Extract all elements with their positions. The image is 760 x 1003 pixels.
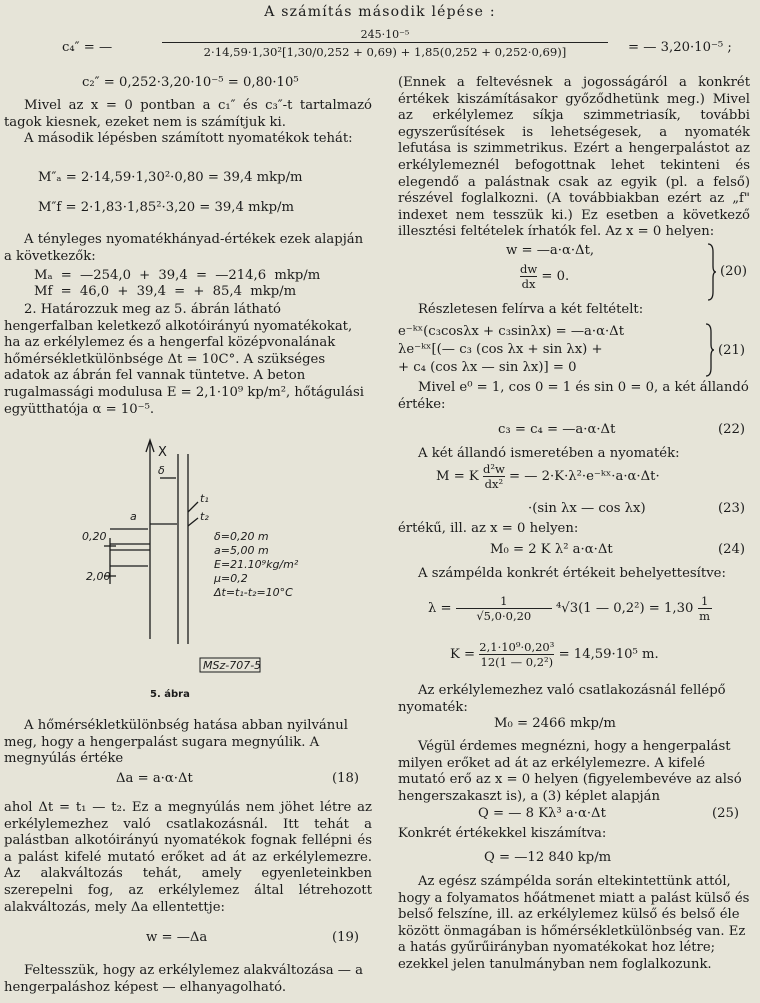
equation-c4-lhs: c₄″ = — xyxy=(62,40,113,55)
figure-dim-020: 0,20 xyxy=(82,530,107,543)
figure-param-2: E=21.10⁹kg/m² xyxy=(214,558,299,571)
right-paragraph-2: Részletesen felírva a két feltételt: xyxy=(418,302,644,317)
left-paragraph-3: A tényleges nyomatékhányad-értékek ezek alapján a következők: xyxy=(4,232,364,264)
right-paragraph-9: Konkrét értékekkel kiszámítva: xyxy=(398,826,607,841)
equation-25: Q = — 8 Kλ³ a·α·Δt xyxy=(478,806,606,821)
equation-lambda-unit-den: m xyxy=(699,609,711,623)
equation-18-number: (18) xyxy=(332,771,360,786)
equation-18: Δa = a·α·Δt xyxy=(116,771,193,786)
equation-c4-numerator: 245·10⁻⁵ xyxy=(360,28,410,41)
section-title: A számítás második lépése : xyxy=(264,4,496,20)
equation-20b-numerator: dw xyxy=(520,262,538,276)
equation-21a: e⁻ᵏˣ(c₃cosλx + c₃sinλx) = —a·α·Δt xyxy=(398,324,624,339)
equation-k-numerator: 2,1·10⁹·0,20³ xyxy=(479,640,555,654)
figure-axis-label: X xyxy=(158,445,167,460)
right-paragraph-1: (Ennek a feltevésnek a jogosságáról a konkrét értékek kiszámításakor győződhetünk meg.) Mivel az erkélylemez síkja szimmetriasík, további egyszerűsítések is lehetségesek, a nyomaték lefutása is szimmetrikus. Ezért a hengerpalástot az erkélylemeznél befogottnak lehet tekinteni és elegendő a palástnak csak az egyik (pl. a felső) részével foglalkozni. (A továbbiakban ezért az „f" indexet nem tesszük ki.) Ez esetben a következő illesztési feltételek írhatók fel. Az x = 0 helyen: xyxy=(398,75,750,240)
figure-param-3: μ=0,2 xyxy=(214,572,248,585)
equation-lambda-lhs: λ = xyxy=(428,601,452,616)
equation-c4 xyxy=(62,28,758,70)
figure-5 xyxy=(60,434,330,704)
equation-21b: λe⁻ᵏˣ[(— c₃ (cos λx + sin λx) + xyxy=(398,342,603,357)
equation-mf-second: M″f = 2·1,83·1,85²·3,20 = 39,4 mkp/m xyxy=(38,200,294,215)
left-paragraph-7: Feltesszük, hogy az erkélylemez alakváltozása — a hengerpaláshoz képest — elhanyagolható. xyxy=(4,963,364,995)
right-paragraph-10: Az egész számpélda során eltekintettünk attól, hogy a folyamatos hőátmenet miatt a palást külső és belső felszíne, ill. az erkélylemez külső és belső éle között önmagában is hőmérsékletkülönbség van. Ez a hatás gyűrűirányban nyomatékokat hoz létre; ezekkel jelen tanulmányban nem foglalkozunk. xyxy=(398,874,750,972)
equation-25-number: (25) xyxy=(712,806,740,821)
equation-24: M₀ = 2 K λ² a·α·Δt xyxy=(490,542,613,557)
equation-23-rhs: = — 2·K·λ²·e⁻ᵏˣ·a·α·Δt· xyxy=(509,469,660,484)
equation-c4-fraction xyxy=(162,28,608,60)
equation-k xyxy=(450,640,659,669)
figure-t1-leader xyxy=(188,502,198,512)
equation-lambda-denominator: √5,0·0,20 xyxy=(456,608,552,623)
equation-20b-denominator: dx xyxy=(521,277,536,291)
equation-lambda-unit-num: 1 xyxy=(700,594,709,608)
equation-k-lhs: K = xyxy=(450,647,476,662)
figure-drawing xyxy=(60,434,330,684)
equation-20b-rhs: = 0. xyxy=(541,269,570,284)
equation-19: w = —Δa xyxy=(146,930,208,945)
equation-19-number: (19) xyxy=(332,930,360,945)
equation-21-number: (21) xyxy=(718,343,746,358)
figure-param-0: δ=0,20 m xyxy=(214,530,269,543)
equation-20-brace xyxy=(706,242,716,302)
equation-k-denominator: 12(1 — 0,2²) xyxy=(480,655,554,669)
figure-param-1: a=5,00 m xyxy=(214,544,269,557)
equation-ma-result: Mₐ = —254,0 + 39,4 = —214,6 mkp/m xyxy=(34,268,321,283)
equation-20-number: (20) xyxy=(720,264,748,279)
equation-lambda-root: ⁴√3(1 — 0,2²) = 1,30 xyxy=(556,601,694,616)
right-paragraph-4: A két állandó ismeretében a nyomaték: xyxy=(418,446,680,461)
equation-23-continuation: ·(sin λx — cos λx) xyxy=(528,501,646,516)
figure-caption: 5. ábra xyxy=(150,689,190,700)
equation-23-numerator: d²w xyxy=(483,462,505,476)
equation-c4-denominator: 2·14,59·1,30²[1,30/0,252 + 0,69) + 1,85(0,252 + 0,252·0,69)] xyxy=(162,42,608,60)
left-paragraph-6: ahol Δt = t₁ — t₂. Ez a megnyúlás nem jöhet létre az erkélylemezhez való csatlakozásnál. Itt tehát a palástban alkotóirányú nyomatékok fognak fellépni és a palást kifelé mutató erőket ad át az erkélylemezre. Az alakváltozás tehát, amely egyenleteinkben szerepelni fog, az erkélylemez által létrehozott alakváltozás, mely Δa ellentettje: xyxy=(4,800,372,915)
right-paragraph-3: Mivel e⁰ = 1, cos 0 = 1 és sin 0 = 0, a két állandó értéke: xyxy=(398,380,749,412)
figure-stamp: MSz-707-5 xyxy=(203,659,262,672)
equation-21-brace xyxy=(704,322,714,378)
equation-ma-second: M″ₐ = 2·14,59·1,30²·0,80 = 39,4 mkp/m xyxy=(38,170,303,185)
figure-t2-label: t₂ xyxy=(200,510,209,523)
left-paragraph-5: A hőmérsékletkülönbség hatása abban nyilvánul meg, hogy a hengerpalást sugara megnyúlik. A megnyúlás értéke xyxy=(4,718,348,767)
equation-c4-rhs: = — 3,20·10⁻⁵ ; xyxy=(628,40,732,55)
equation-21c: + c₄ (cos λx — sin λx)] = 0 xyxy=(398,360,577,375)
equation-20b xyxy=(520,262,569,291)
equation-mf-result: Mf = 46,0 + 39,4 = + 85,4 mkp/m xyxy=(34,284,297,299)
equation-lambda xyxy=(428,594,712,623)
right-paragraph-6: A számpélda konkrét értékeit behelyettesítve: xyxy=(418,566,726,581)
figure-a-label: a xyxy=(130,510,137,523)
equation-23-denominator: dx² xyxy=(484,477,504,491)
figure-dim-200: 2,00 xyxy=(86,570,111,583)
left-paragraph-4: 2. Határozzuk meg az 5. ábrán látható hengerfalban keletkező alkotóirányú nyomatékokat, ha az erkélylemez és a hengerfal középvonalának hőmérsékletkülönbsége Δt = 10C°. A szükséges adatok az ábrán fel vannak tüntetve. A beton rugalmassági modulusa E = 2,1·10⁹ kp/m², hőtágulási együtthatója α = 10⁻⁵. xyxy=(4,302,364,417)
right-paragraph-7: Az erkélylemezhez való csatlakozásnál fellépő nyomaték: xyxy=(398,683,726,715)
equation-k-rhs: = 14,59·10⁵ m. xyxy=(558,647,659,662)
equation-22: c₃ = c₄ = —a·α·Δt xyxy=(498,422,616,437)
right-paragraph-5: értékű, ill. az x = 0 helyen: xyxy=(398,521,579,536)
equation-c2: c₂″ = 0,252·3,20·10⁻⁵ = 0,80·10⁵ xyxy=(82,75,299,90)
equation-22-number: (22) xyxy=(718,422,746,437)
equation-23 xyxy=(436,462,660,491)
left-paragraph-2: A második lépésben számított nyomatékok tehát: xyxy=(24,131,353,146)
equation-lambda-numerator: 1 xyxy=(500,594,508,608)
figure-delta-label: δ xyxy=(158,464,165,477)
equation-q: Q = —12 840 kp/m xyxy=(484,850,612,865)
figure-t2-leader xyxy=(188,518,198,526)
equation-23-lhs: M = K xyxy=(436,469,479,484)
figure-param-4: Δt=t₁-t₂=10°C xyxy=(214,586,293,599)
equation-20a: w = —a·α·Δt, xyxy=(506,243,595,258)
figure-t1-label: t₁ xyxy=(200,492,209,505)
right-paragraph-8: Végül érdemes megnézni, hogy a hengerpalást milyen erőket ad át az erkélylemezre. A kifelé mutató erő az x = 0 helyen (figyelembevéve az alsó hengerszakaszt is), a (3) képlet alapján xyxy=(398,739,742,804)
equation-24-number: (24) xyxy=(718,542,746,557)
equation-23-number: (23) xyxy=(718,501,746,516)
left-paragraph-1: Mivel az x = 0 pontban a c₁″ és c₃″-t tartalmazó tagok kiesnek, ezeket nem is számítjuk ki. xyxy=(4,98,372,130)
equation-m0: M₀ = 2466 mkp/m xyxy=(494,716,616,731)
